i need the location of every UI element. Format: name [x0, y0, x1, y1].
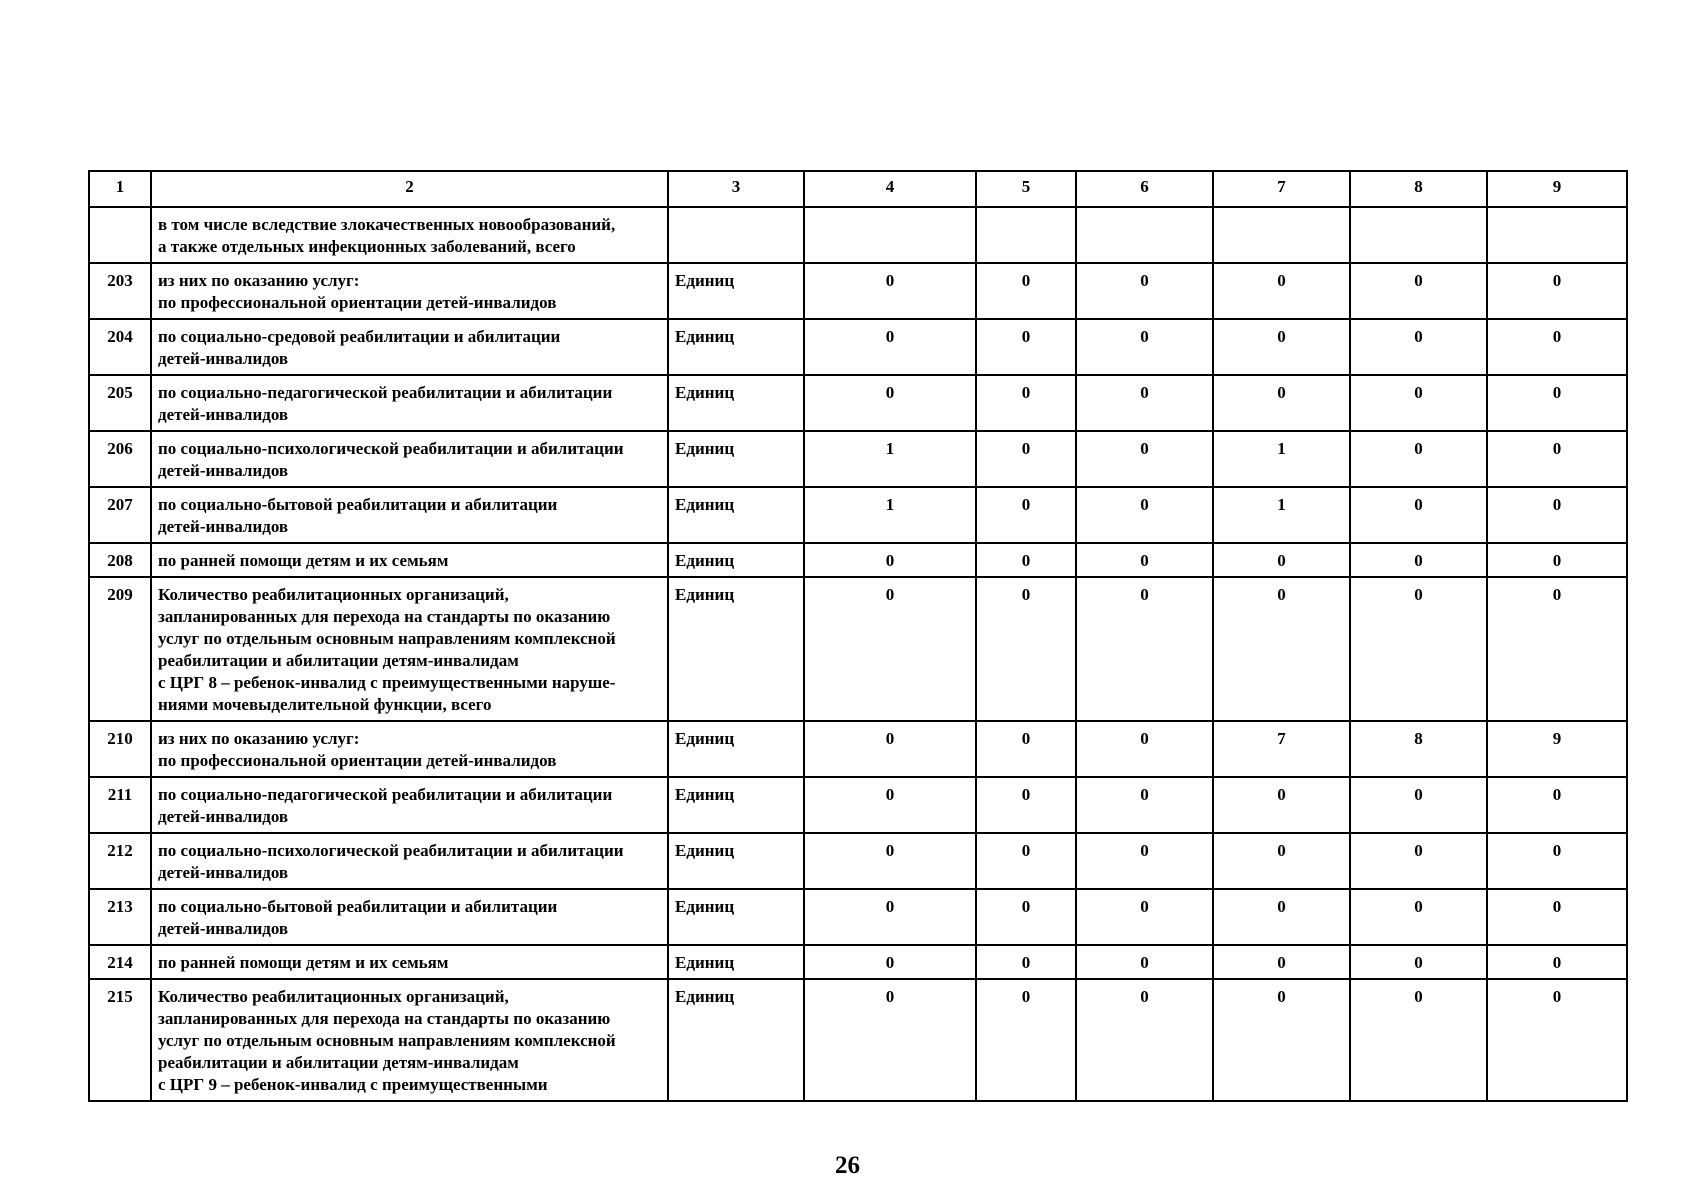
- row-value-col-8: 0: [1350, 263, 1487, 319]
- row-number: [89, 207, 151, 263]
- row-value-col-9: 0: [1487, 431, 1627, 487]
- row-description: по социально-бытовой реабилитации и абилитации детей-инвалидов: [151, 487, 668, 543]
- row-description: Количество реабилитационных организаций, запланированных для перехода на стандарты по оказанию услуг по отдельным основным направлениям комплексной реабилитации и абилитации детям-инвалидам с ЦРГ 9 – ребенок-инвалид с преимущественными: [151, 979, 668, 1101]
- header-cell-7: 7: [1213, 171, 1350, 207]
- row-unit: Единиц: [668, 375, 804, 431]
- row-unit: Единиц: [668, 777, 804, 833]
- row-description: по социально-средовой реабилитации и абилитации детей-инвалидов: [151, 319, 668, 375]
- header-cell-4: 4: [804, 171, 976, 207]
- row-value-col-8: 0: [1350, 319, 1487, 375]
- row-value-col-4: [804, 207, 976, 263]
- row-number: 208: [89, 543, 151, 577]
- row-value-col-9: 0: [1487, 833, 1627, 889]
- row-value-col-7: 0: [1213, 945, 1350, 979]
- row-unit: Единиц: [668, 577, 804, 721]
- row-value-col-6: 0: [1076, 889, 1213, 945]
- row-value-col-6: 0: [1076, 945, 1213, 979]
- row-value-col-5: [976, 207, 1076, 263]
- row-value-col-8: 0: [1350, 375, 1487, 431]
- row-value-col-5: 0: [976, 431, 1076, 487]
- row-value-col-9: 0: [1487, 577, 1627, 721]
- row-description: по ранней помощи детям и их семьям: [151, 945, 668, 979]
- row-unit: Единиц: [668, 319, 804, 375]
- row-value-col-5: 0: [976, 319, 1076, 375]
- table-row: [89, 487, 1627, 543]
- table-row: [89, 979, 1627, 1101]
- row-value-col-6: 0: [1076, 487, 1213, 543]
- row-value-col-9: 0: [1487, 375, 1627, 431]
- row-unit: Единиц: [668, 431, 804, 487]
- row-value-col-5: 0: [976, 979, 1076, 1101]
- row-value-col-8: 0: [1350, 487, 1487, 543]
- row-value-col-7: 0: [1213, 577, 1350, 721]
- row-unit: Единиц: [668, 263, 804, 319]
- row-number: 215: [89, 979, 151, 1101]
- row-value-col-8: 0: [1350, 543, 1487, 577]
- header-cell-6: 6: [1076, 171, 1213, 207]
- row-value-col-6: 0: [1076, 721, 1213, 777]
- row-value-col-6: 0: [1076, 833, 1213, 889]
- row-value-col-7: 1: [1213, 487, 1350, 543]
- row-value-col-6: 0: [1076, 375, 1213, 431]
- row-value-col-7: 0: [1213, 979, 1350, 1101]
- table-row: [89, 833, 1627, 889]
- table-row: [89, 543, 1627, 577]
- table-row: [89, 777, 1627, 833]
- header-cell-5: 5: [976, 171, 1076, 207]
- row-value-col-8: 0: [1350, 833, 1487, 889]
- row-value-col-8: 0: [1350, 777, 1487, 833]
- row-value-col-9: 0: [1487, 889, 1627, 945]
- row-value-col-4: 0: [804, 577, 976, 721]
- row-number: 203: [89, 263, 151, 319]
- row-value-col-9: 0: [1487, 319, 1627, 375]
- row-value-col-6: [1076, 207, 1213, 263]
- row-description: в том числе вследствие злокачественных новообразований, а также отдельных инфекционных заболеваний, всего: [151, 207, 668, 263]
- table-header-row: [89, 171, 1627, 207]
- header-cell-8: 8: [1350, 171, 1487, 207]
- row-value-col-9: 0: [1487, 543, 1627, 577]
- row-value-col-8: 0: [1350, 945, 1487, 979]
- row-value-col-4: 0: [804, 375, 976, 431]
- row-number: 207: [89, 487, 151, 543]
- row-value-col-5: 0: [976, 487, 1076, 543]
- row-value-col-8: 0: [1350, 889, 1487, 945]
- row-value-col-5: 0: [976, 889, 1076, 945]
- table-row: [89, 319, 1627, 375]
- row-value-col-4: 1: [804, 431, 976, 487]
- row-value-col-4: 0: [804, 263, 976, 319]
- row-value-col-7: [1213, 207, 1350, 263]
- table-row: [89, 577, 1627, 721]
- row-description: из них по оказанию услуг: по профессиональной ориентации детей-инвалидов: [151, 721, 668, 777]
- row-description: Количество реабилитационных организаций, запланированных для перехода на стандарты по оказанию услуг по отдельным основным направлениям комплексной реабилитации и абилитации детям-инвалидам с ЦРГ 8 – ребенок-инвалид с преимущественными наруше- ниями мочевыделительной функции, всего: [151, 577, 668, 721]
- row-value-col-9: [1487, 207, 1627, 263]
- row-value-col-6: 0: [1076, 431, 1213, 487]
- row-value-col-9: 9: [1487, 721, 1627, 777]
- row-unit: Единиц: [668, 979, 804, 1101]
- row-unit: Единиц: [668, 721, 804, 777]
- row-value-col-6: 0: [1076, 263, 1213, 319]
- row-value-col-8: 0: [1350, 431, 1487, 487]
- row-value-col-5: 0: [976, 945, 1076, 979]
- row-value-col-4: 0: [804, 945, 976, 979]
- row-value-col-5: 0: [976, 833, 1076, 889]
- table-row: [89, 263, 1627, 319]
- row-value-col-4: 0: [804, 543, 976, 577]
- row-value-col-5: 0: [976, 375, 1076, 431]
- row-value-col-7: 7: [1213, 721, 1350, 777]
- row-unit: Единиц: [668, 945, 804, 979]
- row-value-col-7: 0: [1213, 263, 1350, 319]
- row-value-col-7: 0: [1213, 777, 1350, 833]
- row-number: 209: [89, 577, 151, 721]
- row-value-col-6: 0: [1076, 543, 1213, 577]
- row-unit: Единиц: [668, 833, 804, 889]
- row-description: по социально-педагогической реабилитации и абилитации детей-инвалидов: [151, 777, 668, 833]
- row-value-col-6: 0: [1076, 979, 1213, 1101]
- row-value-col-7: 0: [1213, 375, 1350, 431]
- row-value-col-8: 8: [1350, 721, 1487, 777]
- row-value-col-4: 0: [804, 319, 976, 375]
- table-row: [89, 207, 1627, 263]
- row-description: по социально-психологической реабилитации и абилитации детей-инвалидов: [151, 431, 668, 487]
- row-value-col-9: 0: [1487, 487, 1627, 543]
- row-unit: Единиц: [668, 889, 804, 945]
- row-value-col-5: 0: [976, 777, 1076, 833]
- row-description: по ранней помощи детям и их семьям: [151, 543, 668, 577]
- row-number: 210: [89, 721, 151, 777]
- row-value-col-4: 1: [804, 487, 976, 543]
- row-value-col-7: 0: [1213, 543, 1350, 577]
- row-value-col-4: 0: [804, 889, 976, 945]
- row-value-col-5: 0: [976, 543, 1076, 577]
- row-value-col-4: 0: [804, 777, 976, 833]
- row-value-col-8: 0: [1350, 577, 1487, 721]
- row-number: 213: [89, 889, 151, 945]
- row-unit: Единиц: [668, 487, 804, 543]
- data-table: [88, 170, 1628, 1102]
- table-body: [89, 171, 1627, 1101]
- table-row: [89, 945, 1627, 979]
- row-unit: Единиц: [668, 543, 804, 577]
- table-row: [89, 375, 1627, 431]
- row-value-col-7: 0: [1213, 319, 1350, 375]
- row-unit: [668, 207, 804, 263]
- row-number: 211: [89, 777, 151, 833]
- row-number: 205: [89, 375, 151, 431]
- header-cell-9: 9: [1487, 171, 1627, 207]
- row-value-col-8: [1350, 207, 1487, 263]
- row-value-col-7: 0: [1213, 833, 1350, 889]
- row-value-col-7: 1: [1213, 431, 1350, 487]
- row-value-col-9: 0: [1487, 945, 1627, 979]
- header-cell-1: 1: [89, 171, 151, 207]
- row-value-col-9: 0: [1487, 263, 1627, 319]
- row-value-col-7: 0: [1213, 889, 1350, 945]
- row-value-col-6: 0: [1076, 577, 1213, 721]
- header-cell-2: 2: [151, 171, 668, 207]
- row-value-col-4: 0: [804, 979, 976, 1101]
- row-value-col-4: 0: [804, 721, 976, 777]
- row-value-col-5: 0: [976, 721, 1076, 777]
- table-row: [89, 431, 1627, 487]
- page-number: 26: [835, 1152, 860, 1179]
- table-row: [89, 721, 1627, 777]
- row-number: 212: [89, 833, 151, 889]
- row-description: по социально-педагогической реабилитации и абилитации детей-инвалидов: [151, 375, 668, 431]
- row-number: 204: [89, 319, 151, 375]
- row-description: по социально-бытовой реабилитации и абилитации детей-инвалидов: [151, 889, 668, 945]
- row-value-col-8: 0: [1350, 979, 1487, 1101]
- header-cell-3: 3: [668, 171, 804, 207]
- row-value-col-9: 0: [1487, 777, 1627, 833]
- row-value-col-5: 0: [976, 263, 1076, 319]
- row-description: по социально-психологической реабилитации и абилитации детей-инвалидов: [151, 833, 668, 889]
- row-value-col-4: 0: [804, 833, 976, 889]
- row-value-col-5: 0: [976, 577, 1076, 721]
- row-value-col-6: 0: [1076, 777, 1213, 833]
- row-value-col-9: 0: [1487, 979, 1627, 1101]
- row-value-col-6: 0: [1076, 319, 1213, 375]
- row-number: 214: [89, 945, 151, 979]
- row-number: 206: [89, 431, 151, 487]
- table-row: [89, 889, 1627, 945]
- row-description: из них по оказанию услуг: по профессиональной ориентации детей-инвалидов: [151, 263, 668, 319]
